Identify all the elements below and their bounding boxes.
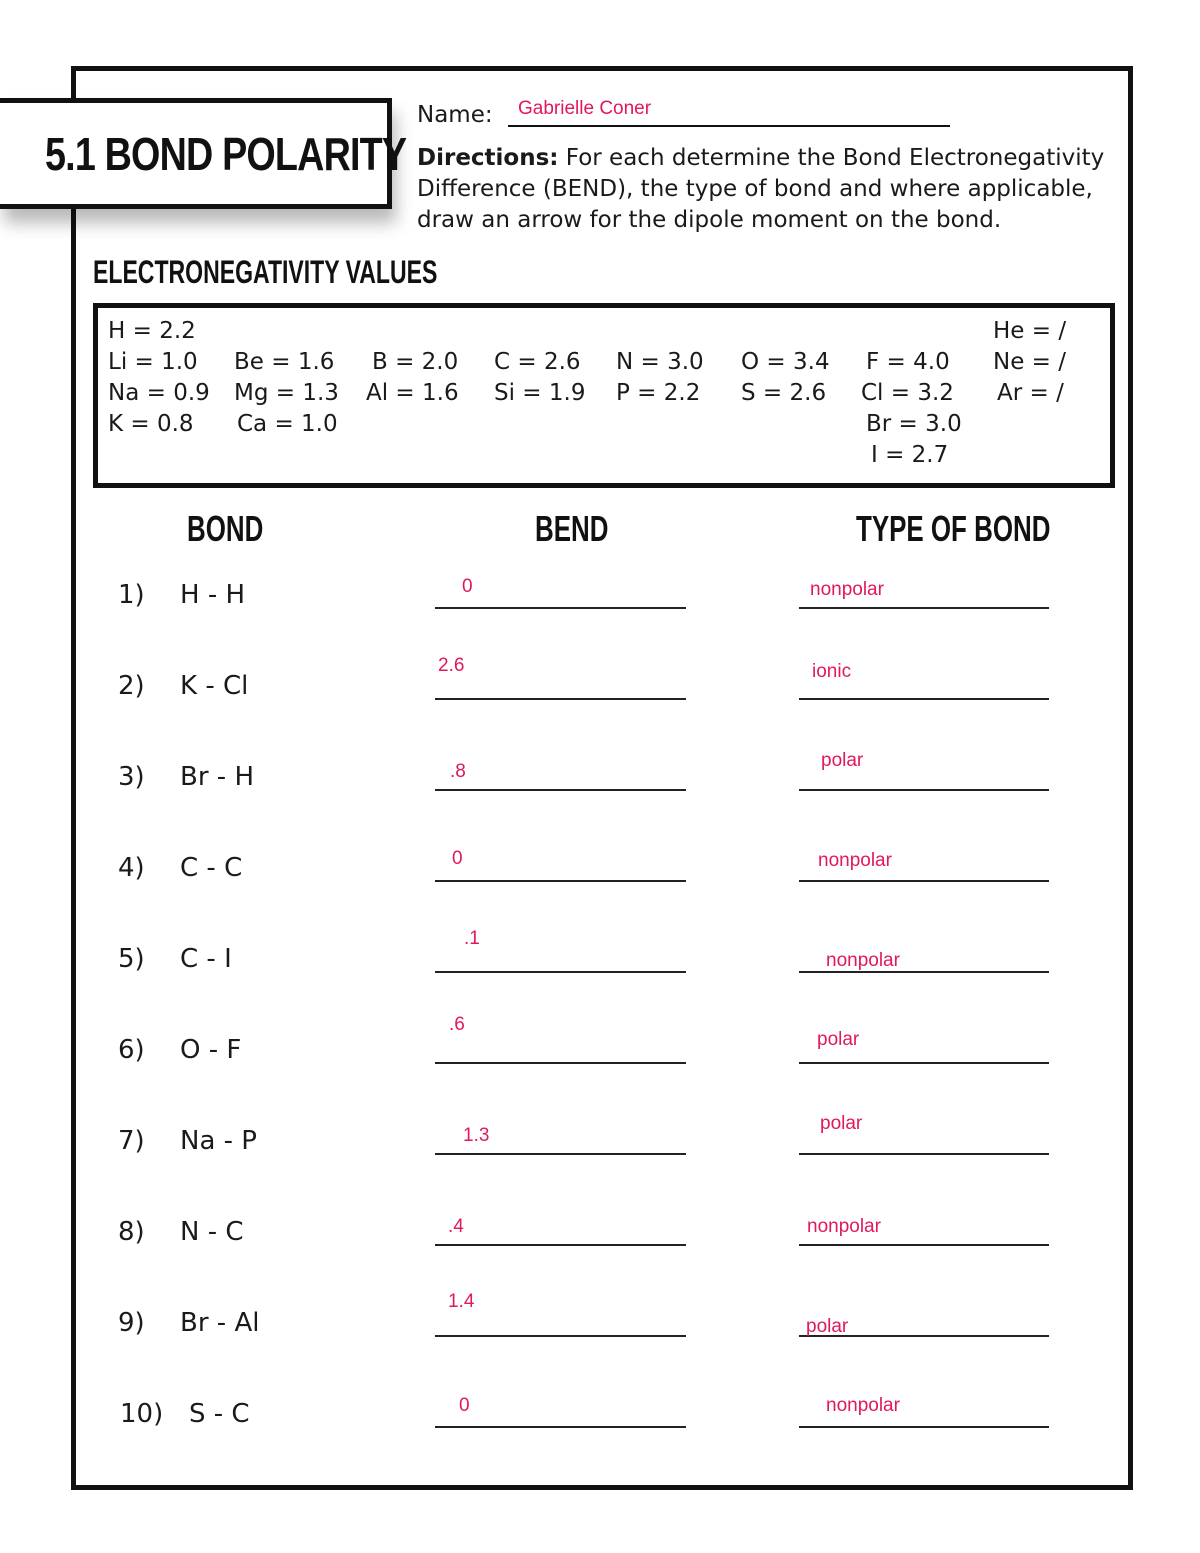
bend-answer[interactable]: 1.3 — [463, 1125, 490, 1146]
type-answer[interactable]: polar — [820, 1113, 863, 1134]
row-number: 5) — [118, 944, 145, 974]
type-answer[interactable]: nonpolar — [807, 1216, 881, 1237]
title-box — [0, 98, 407, 209]
electronegativity-value: Br = 3.0 — [866, 411, 962, 437]
bend-answer-line — [435, 971, 686, 973]
type-answer[interactable]: ionic — [812, 661, 852, 682]
electronegativity-value: Na = 0.9 — [108, 380, 210, 406]
column-header-type: TYPE OF BOND — [856, 508, 1051, 549]
electronegativity-value: I = 2.7 — [871, 442, 949, 468]
bond-formula: O - F — [180, 1035, 242, 1065]
row-number: 4) — [118, 853, 145, 883]
electronegativity-value: F = 4.0 — [866, 349, 950, 375]
bend-answer[interactable]: 2.6 — [438, 655, 465, 676]
type-answer-line — [799, 1244, 1049, 1246]
type-answer-line — [799, 789, 1049, 791]
bond-formula: C - C — [180, 853, 243, 883]
name-label: Name: — [417, 102, 493, 128]
electronegativity-value: Si = 1.9 — [494, 380, 586, 406]
row-number: 10) — [120, 1399, 164, 1429]
worksheet-title: 5.1 BOND POLARITY — [45, 128, 407, 180]
directions-text: For each determine the Bond Electronegativity Difference (BEND), the type of bond and where applicable, draw an arrow for the dipole moment on the bond. — [417, 145, 1105, 233]
bond-formula: Na - P — [180, 1126, 257, 1156]
type-answer[interactable]: polar — [806, 1316, 849, 1337]
type-answer-line — [799, 1153, 1049, 1155]
electronegativity-value: Ca = 1.0 — [237, 411, 338, 437]
bend-answer-line — [435, 880, 686, 882]
type-answer[interactable]: nonpolar — [826, 950, 900, 971]
electronegativity-value: Li = 1.0 — [108, 349, 198, 375]
bend-answer-line — [435, 1153, 686, 1155]
bond-formula: Br - H — [180, 762, 254, 792]
type-answer-line — [799, 1062, 1049, 1064]
row-number: 9) — [118, 1308, 145, 1338]
name-field[interactable]: Gabrielle Coner — [518, 98, 652, 119]
bend-answer-line — [435, 789, 686, 791]
type-answer-line — [799, 880, 1049, 882]
name-line — [508, 125, 950, 127]
bend-answer-line — [435, 607, 686, 609]
type-answer-line — [799, 1426, 1049, 1428]
type-answer-line — [799, 698, 1049, 700]
row-number: 8) — [118, 1217, 145, 1247]
bend-answer-line — [435, 1062, 686, 1064]
electronegativity-value: C = 2.6 — [494, 349, 581, 375]
electronegativity-value: S = 2.6 — [741, 380, 827, 406]
bond-formula: K - Cl — [180, 671, 249, 701]
bend-answer[interactable]: 0 — [462, 576, 473, 597]
electronegativity-value: N = 3.0 — [616, 349, 704, 375]
electronegativity-value: Ar = / — [997, 380, 1064, 406]
bend-answer-line — [435, 698, 686, 700]
electronegativity-heading: ELECTRONEGATIVITY VALUES — [93, 254, 438, 290]
bend-answer[interactable]: .8 — [450, 761, 466, 782]
column-header-bond: BOND — [187, 508, 264, 549]
column-header-bend: BEND — [535, 508, 609, 549]
directions — [417, 143, 1117, 236]
row-number: 2) — [118, 671, 145, 701]
type-answer[interactable]: polar — [821, 750, 864, 771]
type-answer-line — [799, 607, 1049, 609]
type-answer[interactable]: nonpolar — [826, 1395, 900, 1416]
bond-formula: Br - Al — [180, 1308, 260, 1338]
type-answer[interactable]: polar — [817, 1029, 860, 1050]
bond-formula: H - H — [180, 580, 246, 610]
electronegativity-value: He = / — [993, 318, 1067, 344]
electronegativity-value: O = 3.4 — [741, 349, 830, 375]
type-answer[interactable]: nonpolar — [810, 579, 884, 600]
directions-label: Directions: — [417, 145, 559, 171]
bend-answer[interactable]: .4 — [448, 1216, 464, 1237]
bond-formula: C - I — [180, 944, 232, 974]
bond-formula: S - C — [189, 1399, 250, 1429]
row-number: 6) — [118, 1035, 145, 1065]
row-number: 3) — [118, 762, 145, 792]
bend-answer-line — [435, 1335, 686, 1337]
electronegativity-value: B = 2.0 — [372, 349, 459, 375]
electronegativity-value: H = 2.2 — [108, 318, 196, 344]
electronegativity-value: Mg = 1.3 — [234, 380, 339, 406]
electronegativity-value: Ne = / — [993, 349, 1066, 375]
bend-answer[interactable]: .6 — [449, 1014, 465, 1035]
bend-answer[interactable]: .1 — [464, 928, 480, 949]
electronegativity-value: P = 2.2 — [616, 380, 701, 406]
electronegativity-value: K = 0.8 — [108, 411, 194, 437]
bend-answer[interactable]: 1.4 — [448, 1291, 475, 1312]
bend-answer-line — [435, 1426, 686, 1428]
electronegativity-value: Al = 1.6 — [366, 380, 459, 406]
bend-answer-line — [435, 1244, 686, 1246]
electronegativity-value: Be = 1.6 — [234, 349, 335, 375]
electronegativity-value: Cl = 3.2 — [861, 380, 954, 406]
bond-formula: N - C — [180, 1217, 244, 1247]
bend-answer[interactable]: 0 — [452, 848, 463, 869]
row-number: 1) — [118, 580, 145, 610]
row-number: 7) — [118, 1126, 145, 1156]
bend-answer[interactable]: 0 — [459, 1395, 470, 1416]
type-answer[interactable]: nonpolar — [818, 850, 892, 871]
